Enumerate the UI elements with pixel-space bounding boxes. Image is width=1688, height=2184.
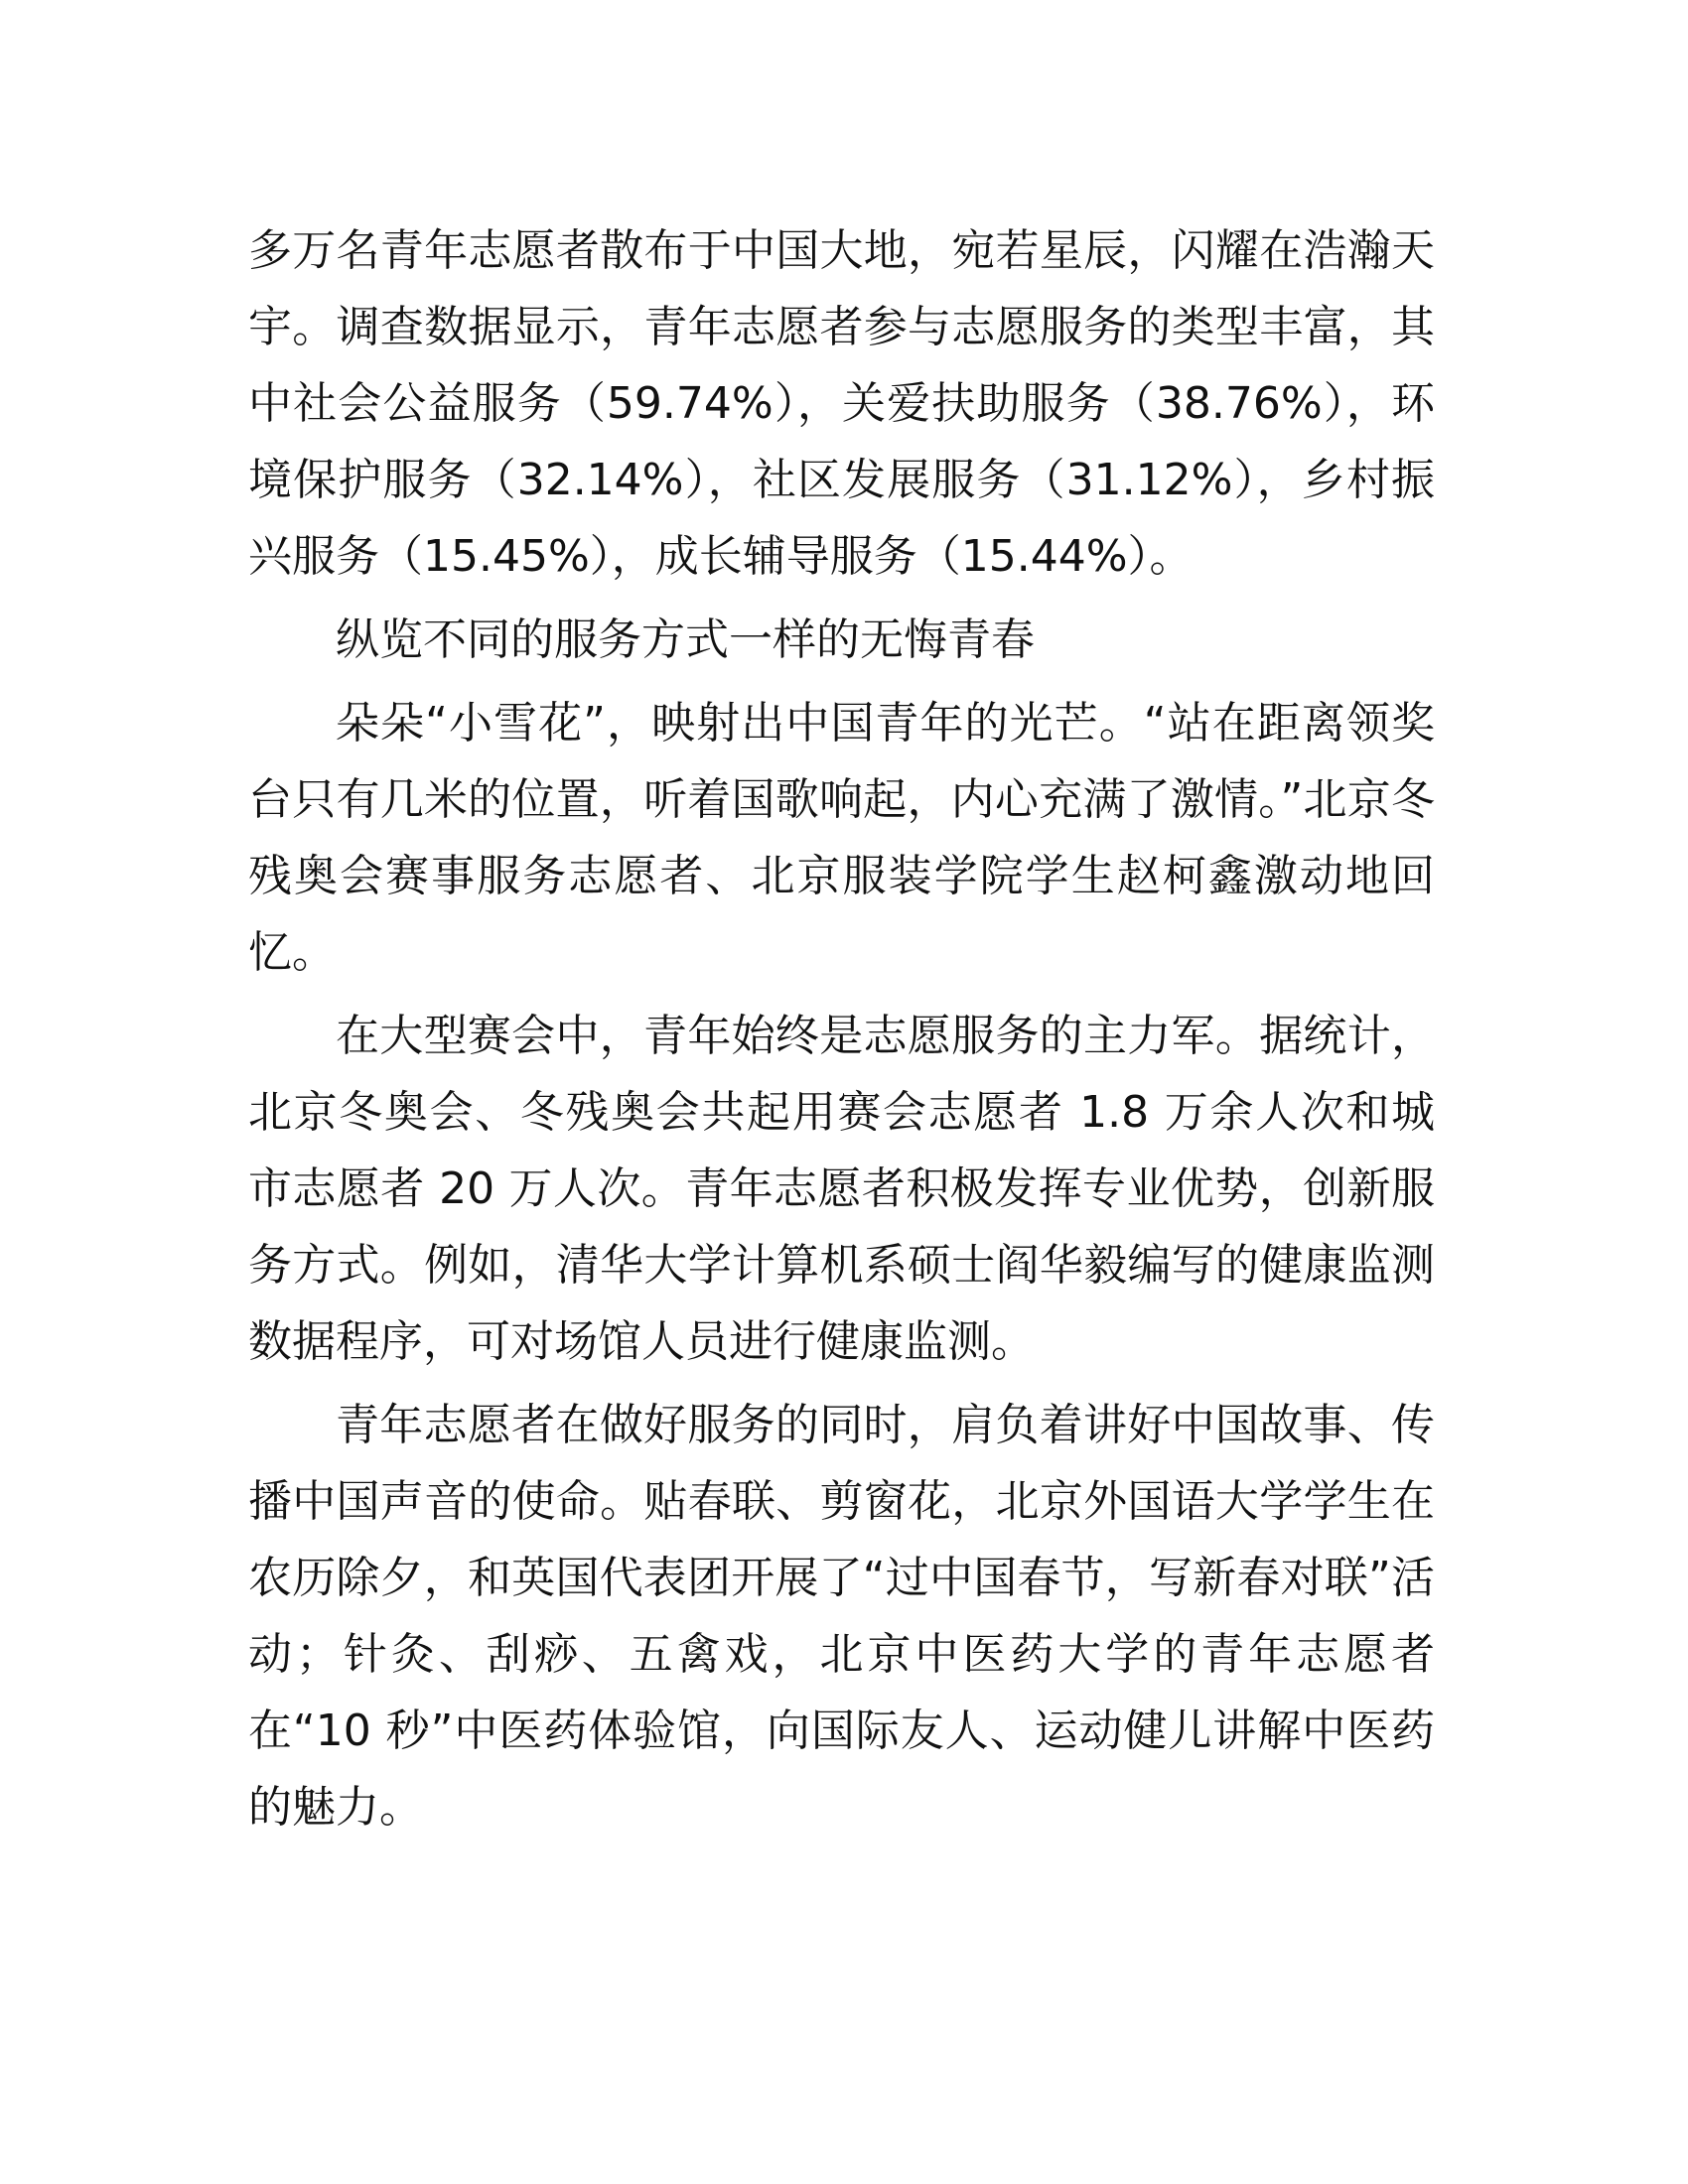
paragraph-china-story: 青年志愿者在做好服务的同时，肩负着讲好中国故事、传播中国声音的使命。贴春联、剪窗花，北京外国语大学学生在农历除夕，和英国代表团开展了“过中国春节，写新春对联”活动；针灸、刮痧、五禽戏，北京中医药大学的青年志愿者在“10 秒”中医药体验馆，向国际友人、运动健儿讲解中医药的魅力。	[248, 1400, 1435, 1833]
paragraph-major-events: 在大型赛会中，青年始终是志愿服务的主力军。据统计，北京冬奥会、冬残奥会共起用赛会志愿者 1.8 万余人次和城市志愿者 20 万人次。青年志愿者积极发挥专业优势，创新服务方式。例如，清华大学计算机系硕士阎华毅编写的健康监测数据程序，可对场馆人员进行健康监测。	[248, 1011, 1435, 1367]
paragraph-snowflake: 朵朵“小雪花”，映射出中国青年的光芒。“站在距离领奖台只有几米的位置，听着国歌响起，内心充满了激情。”北京冬残奥会赛事服务志愿者、北京服装学院学生赵柯鑫激动地回忆。	[248, 698, 1435, 978]
document-body	[248, 212, 1435, 1852]
paragraph-volunteer-statistics: 多万名青年志愿者散布于中国大地，宛若星辰，闪耀在浩瀚天宇。调查数据显示，青年志愿者参与志愿服务的类型丰富，其中社会公益服务（59.74%），关爱扶助服务（38.76%），环境保护服务（32.14%），社区发展服务（31.12%），乡村振兴服务（15.45%），成长辅导服务（15.44%）。	[248, 225, 1435, 582]
section-heading: 纵览不同的服务方式一样的无悔青春	[336, 614, 1035, 665]
